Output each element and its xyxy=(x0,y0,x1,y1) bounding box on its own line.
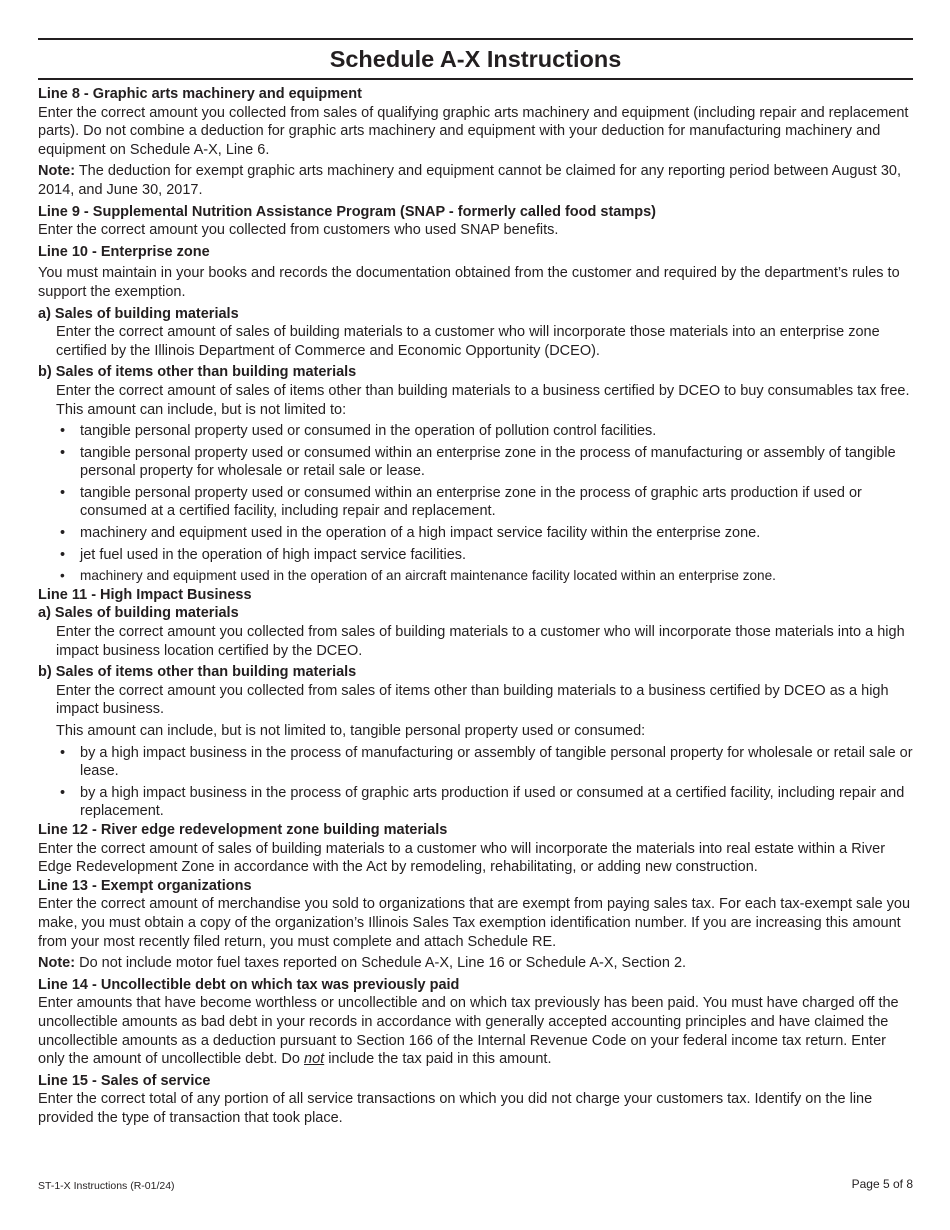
section-line-8 xyxy=(38,85,913,200)
line-10a-heading: a) Sales of building materials xyxy=(38,305,239,322)
line-8-heading: Line 8 - Graphic arts machinery and equipment xyxy=(38,86,362,102)
list-item: • machinery and equipment used in the operation of a high impact service facility within the enterprise zone. xyxy=(60,525,761,542)
section-line-9 xyxy=(38,203,913,240)
bullet-icon: • xyxy=(60,744,66,761)
page-title: Schedule A-X Instructions xyxy=(329,46,622,72)
section-line-14 xyxy=(38,976,913,1069)
section-line-15 xyxy=(38,1072,913,1128)
note-label: Note: xyxy=(38,955,76,972)
title-rule xyxy=(38,78,913,80)
line-9-heading: Line 9 - Supplemental Nutrition Assistance Program (SNAP - formerly called food stamps) xyxy=(38,203,656,220)
bullet-icon: • xyxy=(60,546,66,563)
bullet-icon: • xyxy=(60,784,66,801)
section-line-11 xyxy=(38,586,913,821)
list-item: • tangible personal property used or consumed in the operation of pollution control facilities. xyxy=(60,423,657,440)
list-item: • by a high impact business in the process of graphic arts production if used or consumed at a certified facility, including repair and replacement. xyxy=(60,784,905,820)
line-11-heading: Line 11 - High Impact Business xyxy=(38,586,252,603)
line-10a-body: Enter the correct amount of sales of building materials to a customer who will incorporate those materials into an enterprise zone certified by the Illinois Department of Commerce and Economic Opportunity (DCEO). xyxy=(56,324,880,359)
bullet-icon: • xyxy=(60,484,66,501)
line-11a-heading: a) Sales of building materials xyxy=(38,605,239,622)
bullet-icon: • xyxy=(60,444,66,461)
list-item: • machinery and equipment used in the operation of an aircraft maintenance facility located within an enterprise zone. xyxy=(38,567,913,586)
line-12-body: Enter the correct amount of sales of building materials to a customer who will incorporate the materials into real estate within a River Edge Redevelopment Zone in accordance with the Act by remodeling, rehabilitating, or adding new construction. xyxy=(38,840,886,876)
bullet-icon: • xyxy=(60,568,65,584)
line-11b-body-2: This amount can include, but is not limited to, tangible personal property used or consumed: xyxy=(56,723,646,739)
page-number: Page 5 of 8 xyxy=(851,1177,913,1191)
line-10b-body: Enter the correct amount of sales of items other than building materials to a business certified by DCEO to buy consumables tax free. This amount can include, but is not limited to: xyxy=(56,382,910,418)
bullet-icon: • xyxy=(60,423,66,440)
line-11b-body: Enter the correct amount you collected from sales of items other than building materials to a business certified by DCEO as a high impact business. xyxy=(56,682,889,718)
section-line-10 xyxy=(38,243,913,586)
line-15-body: Enter the correct total of any portion of all service transactions on which you did not charge your customers tax. Identify on the line provided the type of transaction that took place. xyxy=(38,1091,873,1126)
line-14-heading: Line 14 - Uncollectible debt on which tax was previously paid xyxy=(38,976,460,993)
line-13-body: Enter the correct amount of merchandise you sold to organizations that are exempt from paying sales tax. For each tax-exempt sale you make, you must obtain a copy of the organization’s Illinois Sales Tax exemption identification number. If you are increasing this amount from your most recently filed return, you must complete and attach Schedule RE. xyxy=(38,896,911,950)
line-11a-body: Enter the correct amount you collected from sales of building materials to a customer who will incorporate those materials into a high impact business location certified by the DCEO. xyxy=(56,624,905,659)
line-13-note xyxy=(38,954,913,973)
note-label: Note: xyxy=(38,163,76,180)
line-8-note xyxy=(38,162,913,199)
note-text: The deduction for exempt graphic arts machinery and equipment cannot be claimed for any reporting period between August 30, 2014, and June 30, 2017. xyxy=(38,163,901,198)
note-text: Do not include motor fuel taxes reported on Schedule A-X, Line 16 or Schedule A-X, Section 2. xyxy=(75,955,687,972)
line-10-heading: Line 10 - Enterprise zone xyxy=(38,243,210,260)
top-rule xyxy=(38,38,913,40)
emphasis-not: not xyxy=(304,1051,325,1068)
line-10b-heading: b) Sales of items other than building materials xyxy=(38,364,357,381)
section-line-12 xyxy=(38,821,913,877)
bullet-icon: • xyxy=(60,525,66,542)
line-12-heading: Line 12 - River edge redevelopment zone building materials xyxy=(38,821,448,838)
form-identifier: ST-1-X Instructions (R-01/24) xyxy=(38,1180,175,1192)
list-item: • tangible personal property used or consumed within an enterprise zone in the process of graphic arts production if used or consumed at a certified facility, including repair and replacement. xyxy=(60,484,862,520)
list-item: • by a high impact business in the process of manufacturing or assembly of tangible personal property for wholesale or retail sale or lease. xyxy=(60,744,913,780)
line-15-heading: Line 15 - Sales of service xyxy=(38,1072,211,1089)
list-item: • jet fuel used in the operation of high impact service facilities. xyxy=(60,546,467,563)
section-line-13 xyxy=(38,877,913,973)
line-10-body: You must maintain in your books and records the documentation obtained from the customer and required by the department’s rules to support the exemption. xyxy=(38,265,900,300)
line-9-body: Enter the correct amount you collected from customers who used SNAP benefits. xyxy=(38,222,559,239)
line-14-body: Enter amounts that have become worthless or uncollectible and on which tax previously has been paid. You must have charged off the uncollectible amounts as bad debt in your records in accordance with generally accepted accounting principles and have claimed the uncollectible amounts as a deduction pursuant to Section 166 of the Internal Revenue Code on your federal income tax return. Enter only the amount of uncollectible debt. Do not include the tax paid in this amount. xyxy=(38,995,899,1068)
instructions-page xyxy=(38,38,913,1127)
list-item: • tangible personal property used or consumed within an enterprise zone in the process of manufacturing or assembly of tangible personal property for wholesale or retail sale or lease. xyxy=(60,444,896,480)
line-8-body: Enter the correct amount you collected from sales of qualifying graphic arts machinery and equipment (including repair and replacement parts). Do not combine a deduction for graphic arts machinery and equipment with your deduction for manufacturing machinery and equipment on Schedule A-X, Line 6. xyxy=(38,104,909,158)
line-13-heading: Line 13 - Exempt organizations xyxy=(38,877,252,894)
line-11b-heading: b) Sales of items other than building materials xyxy=(38,664,357,681)
